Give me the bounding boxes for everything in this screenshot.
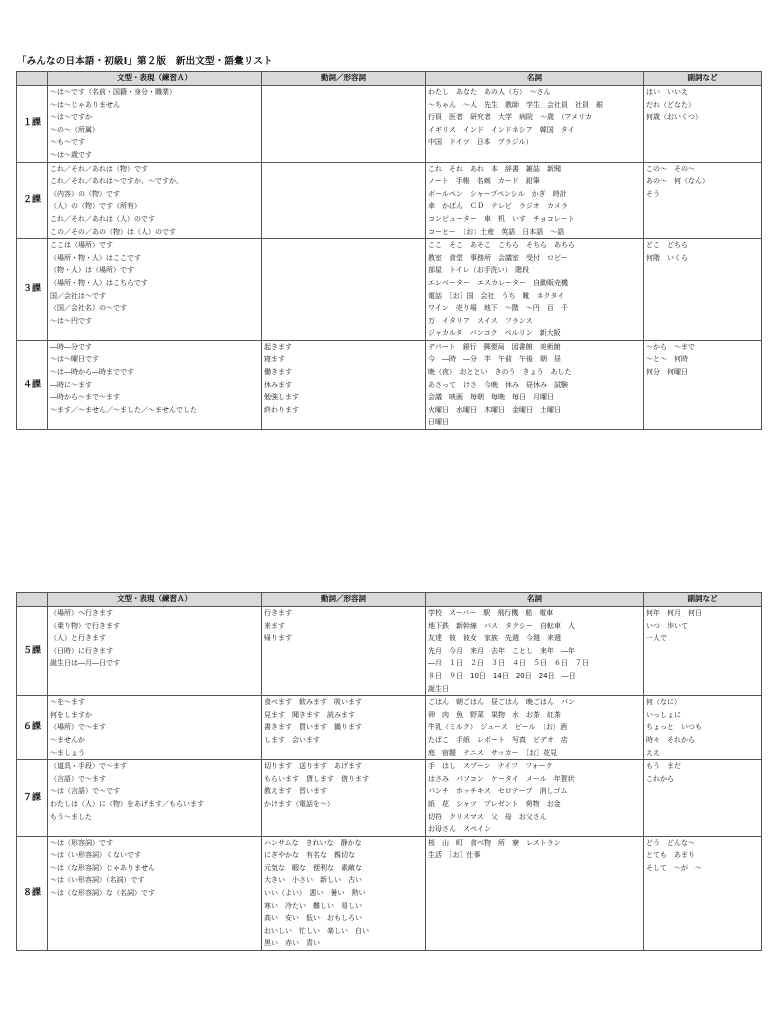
lesson-label: １課 bbox=[17, 86, 48, 163]
header-patterns: 文型・表現（練習Ａ） bbox=[48, 72, 262, 86]
cell-line: 国／会社は～です bbox=[50, 291, 106, 300]
table-row bbox=[17, 340, 762, 429]
header-nouns: 名詞 bbox=[426, 593, 644, 607]
cell-line: ～ちゃん ～人 先生 教師 学生 会社員 社員 銀 bbox=[428, 100, 603, 109]
cell-line: この～ その～ bbox=[646, 164, 695, 173]
header-nouns: 名詞 bbox=[426, 72, 644, 86]
cell-line: 食べます 飲みます 吸います bbox=[264, 698, 362, 707]
page-title: 「みんなの日本語・初級Ⅰ」第２版 新出文型・語彙リスト bbox=[17, 56, 273, 67]
cell-line: （道具・手段）で～ます bbox=[50, 762, 127, 771]
cell-line: コーヒー 〔お〕土産 英語 日本語 ～語 bbox=[428, 227, 565, 236]
cell-line: 何をしますか bbox=[50, 710, 92, 719]
cell-line: 書きます 買います 撮ります bbox=[264, 723, 362, 732]
patterns-cell bbox=[48, 696, 262, 760]
cell-line: 手 はし スプーン ナイフ フォーク bbox=[428, 762, 553, 771]
cell-line: 何年 何月 何日 bbox=[646, 609, 702, 617]
header-patterns: 文型・表現（練習Ａ） bbox=[48, 593, 262, 607]
cell-line: 切ります 送ります あげます bbox=[264, 762, 362, 771]
adverbs-cell bbox=[644, 696, 762, 760]
cell-line: 部屋 トイレ（お手洗い） 階段 bbox=[428, 266, 530, 275]
cell-line: 一人で bbox=[646, 634, 667, 643]
table-row bbox=[17, 836, 762, 950]
cell-line: これ それ あれ 本 辞書 雑誌 新聞 bbox=[428, 164, 561, 173]
cell-line: ～は―時から―時までです bbox=[50, 368, 134, 377]
cell-line: ～は（な形容詞）じゃありません bbox=[50, 863, 155, 872]
table-row bbox=[17, 760, 762, 837]
adverbs-cell bbox=[644, 340, 762, 429]
cell-line: 先月 今月 来月 去年 ことし 来年 ―年 bbox=[428, 646, 575, 655]
cell-line: ８日 ９日 10日 14日 20日 24日 ―日 bbox=[428, 671, 576, 680]
table-header-row bbox=[17, 593, 762, 607]
cell-line: もう まだ bbox=[646, 762, 681, 771]
patterns-cell bbox=[48, 760, 262, 837]
cell-line: 桜 山 町 食べ物 所 寮 レストラン bbox=[428, 838, 561, 847]
cell-line: ボールペン シャープペンシル かぎ 時計 bbox=[428, 189, 567, 198]
cell-line: ～ませんか bbox=[50, 735, 85, 744]
cell-line: 終わります bbox=[264, 405, 299, 414]
cell-line: ～も～です bbox=[50, 138, 85, 147]
cell-line: します 会います bbox=[264, 735, 320, 744]
cell-line: もう～ました bbox=[50, 812, 92, 821]
vocab-table-lessons-5-8 bbox=[16, 592, 762, 951]
adverbs-cell bbox=[644, 836, 762, 950]
cell-line: （場所・物・人）はこちらです bbox=[50, 278, 148, 287]
cell-line: 教えます 習います bbox=[264, 787, 327, 796]
verbs-cell bbox=[262, 760, 426, 837]
cell-line: （人）の（物）です（所有） bbox=[50, 202, 141, 211]
cell-line: 何階 いくら bbox=[646, 253, 688, 262]
cell-line: これ／それ／あれは（人）のです bbox=[50, 214, 155, 223]
cell-line: ～は～曜日です bbox=[50, 355, 99, 364]
cell-line: ―時に～ます bbox=[50, 380, 92, 389]
cell-line: （物・人）は（場所）です bbox=[50, 266, 134, 275]
cell-line: ～は（い形容詞）くないです bbox=[50, 851, 141, 860]
cell-line: 牛乳（ミルク） ジュース ビール 〔お〕酒 bbox=[428, 723, 567, 732]
cell-line: ～は（形容詞）です bbox=[50, 838, 113, 847]
cell-line: これ／それ／あれは～ですか、～ですか。 bbox=[50, 177, 183, 186]
adverbs-cell bbox=[644, 86, 762, 163]
cell-line: そう bbox=[646, 189, 660, 198]
lesson-label: ６課 bbox=[17, 696, 48, 760]
patterns-cell bbox=[48, 836, 262, 950]
nouns-cell bbox=[426, 760, 644, 837]
cell-line: （人）と行きます bbox=[50, 634, 106, 643]
header-lesson bbox=[17, 72, 48, 86]
adverbs-cell bbox=[644, 239, 762, 341]
table-row bbox=[17, 607, 762, 696]
patterns-cell bbox=[48, 607, 262, 696]
cell-line: 起きます bbox=[264, 342, 292, 351]
cell-line: イギリス インド インドネシア 韓国 タイ bbox=[428, 125, 575, 134]
cell-line: ～の～（所属） bbox=[50, 125, 99, 134]
cell-line: 日曜日 bbox=[428, 418, 449, 427]
cell-line: ノート 手帳 名刺 カード 鉛筆 bbox=[428, 177, 540, 186]
cell-line: そして ～が ～ bbox=[646, 863, 702, 872]
patterns-cell bbox=[48, 162, 262, 239]
cell-line: 晩（夜） おととい きのう きょう あした bbox=[428, 368, 572, 377]
cell-line: 誕生日は―月―日です bbox=[50, 659, 120, 668]
cell-line: いつ 歩いて bbox=[646, 621, 688, 630]
cell-line: いい（よい） 悪い 暑い 熱い bbox=[264, 889, 366, 898]
cell-line: コンピューター 車 机 いす チョコレート bbox=[428, 214, 575, 223]
cell-line: （乗り物）で行きます bbox=[50, 621, 120, 630]
cell-line: （場所・物・人）はここです bbox=[50, 253, 141, 262]
cell-line: 黒い 赤い 青い bbox=[264, 939, 320, 948]
cell-line: ～と～ 何時 bbox=[646, 355, 688, 364]
verbs-cell bbox=[262, 340, 426, 429]
nouns-cell bbox=[426, 607, 644, 696]
cell-line: ―月 １日 ２日 ３日 ４日 ５日 ６日 ７日 bbox=[428, 659, 589, 668]
cell-line: いっしょに bbox=[646, 710, 681, 719]
cell-line: ―時から～まで～ます bbox=[50, 393, 120, 402]
cell-line: 何分 何曜日 bbox=[646, 368, 688, 377]
table-header-row bbox=[17, 72, 762, 86]
cell-line: （言語）で～ます bbox=[50, 774, 106, 783]
cell-line: ワイン 売り場 地下 ～階 ～円 百 千 bbox=[428, 304, 568, 313]
cell-line: 紙 花 シャツ プレゼント 荷物 お金 bbox=[428, 799, 561, 808]
cell-line: おいしい 忙しい 楽しい 白い bbox=[264, 926, 369, 935]
cell-line: ～は（な形容詞）な（名詞）です bbox=[50, 889, 155, 898]
cell-line: これ／それ／あれは（物）です bbox=[50, 164, 148, 173]
adverbs-cell bbox=[644, 760, 762, 837]
cell-line: 勉強します bbox=[264, 393, 299, 402]
verbs-cell bbox=[262, 162, 426, 239]
nouns-cell bbox=[426, 836, 644, 950]
cell-line: 何歳（おいくつ） bbox=[646, 113, 702, 122]
adverbs-cell bbox=[644, 162, 762, 239]
verbs-cell bbox=[262, 607, 426, 696]
cell-line: 行員 医者 研究者 大学 病院 ～歳 （アメリカ bbox=[428, 113, 593, 122]
cell-line: もらいます 貸します 借ります bbox=[264, 774, 369, 783]
verbs-cell bbox=[262, 86, 426, 163]
cell-line: だれ（どなた） bbox=[646, 100, 695, 109]
lesson-label: ４課 bbox=[17, 340, 48, 429]
cell-line: パンチ ホッチキス セロテープ 消しゴム bbox=[428, 787, 568, 796]
cell-line: 電話 ［お］国 会社 うち 靴 ネクタイ bbox=[428, 291, 565, 300]
cell-line: エレベーター エスカレーター 自動販売機 bbox=[428, 278, 568, 287]
cell-line: お母さん スペイン bbox=[428, 825, 491, 834]
table-row bbox=[17, 696, 762, 760]
cell-line: 何（なに） bbox=[646, 698, 681, 707]
cell-line: 会議 映画 毎朝 毎晩 毎日 月曜日 bbox=[428, 393, 554, 402]
cell-line: 寒い 冷たい 難しい 易しい bbox=[264, 901, 362, 910]
nouns-cell bbox=[426, 696, 644, 760]
cell-line: （場所）へ行きます bbox=[50, 609, 113, 617]
cell-line: ～は～円です bbox=[50, 316, 92, 325]
cell-line: どこ どちら bbox=[646, 241, 688, 250]
cell-line: 行きます bbox=[264, 609, 292, 617]
cell-line: 時々 それから bbox=[646, 735, 695, 744]
header-adverbs: 副詞など bbox=[644, 72, 762, 86]
adverbs-cell bbox=[644, 607, 762, 696]
cell-line: 火曜日 水曜日 木曜日 金曜日 土曜日 bbox=[428, 405, 561, 414]
cell-line: 切符 クリスマス 父 母 お父さん bbox=[428, 812, 547, 821]
cell-line: 元気な 暇な 便利な 素敵な bbox=[264, 863, 362, 872]
cell-line: この／その／あの（物）は（人）のです bbox=[50, 227, 176, 236]
cell-line: 地下鉄 新幹線 バス タクシー 自転車 人 bbox=[428, 621, 575, 630]
cell-line: ～は～歳です bbox=[50, 150, 92, 159]
cell-line: 来ます bbox=[264, 621, 285, 630]
cell-line: 万 イタリア スイス フランス bbox=[428, 316, 533, 325]
lesson-label: ３課 bbox=[17, 239, 48, 341]
cell-line: 中国 ドイツ 日本 ブラジル） bbox=[428, 138, 533, 147]
cell-line: 働きます bbox=[264, 368, 292, 377]
verbs-cell bbox=[262, 696, 426, 760]
cell-line: 庭 宿題 テニス サッカー ［お］花見 bbox=[428, 748, 558, 757]
cell-line: ジャカルタ バンコク ベルリン 新大阪 bbox=[428, 329, 561, 338]
cell-line: 学校 スーパー 駅 飛行機 船 電車 bbox=[428, 609, 554, 617]
cell-line: ～は（い形容詞）（名詞）です bbox=[50, 876, 145, 885]
verbs-cell bbox=[262, 836, 426, 950]
cell-line: ～は～ですか bbox=[50, 113, 92, 122]
nouns-cell bbox=[426, 86, 644, 163]
cell-line: ええ bbox=[646, 748, 660, 757]
cell-line: 傘 かばん ＣＤ テレビ ラジオ カメラ bbox=[428, 202, 568, 211]
cell-line: ―時―分です bbox=[50, 342, 92, 351]
cell-line: 卵 肉 魚 野菜 果物 水 お茶 紅茶 bbox=[428, 710, 561, 719]
cell-line: たばこ 手紙 レポート 写真 ビデオ 店 bbox=[428, 735, 568, 744]
verbs-cell bbox=[262, 239, 426, 341]
cell-line: ちょっと いつも bbox=[646, 723, 702, 732]
cell-line: 友達 彼 彼女 家族 先週 今週 来週 bbox=[428, 634, 561, 643]
lesson-label: ２課 bbox=[17, 162, 48, 239]
cell-line: ごはん 朝ごはん 昼ごはん 晩ごはん パン bbox=[428, 698, 575, 707]
cell-line: ～から ～まで bbox=[646, 342, 695, 351]
cell-line: 誕生日 bbox=[428, 684, 449, 693]
cell-line: （場所）で～ます bbox=[50, 723, 106, 732]
cell-line: とても あまり bbox=[646, 851, 695, 860]
nouns-cell bbox=[426, 162, 644, 239]
nouns-cell bbox=[426, 239, 644, 341]
cell-line: はい いいえ bbox=[646, 88, 688, 96]
cell-line: 大きい 小さい 新しい 古い bbox=[264, 876, 362, 885]
cell-line: ここ そこ あそこ こちら そちら あちら bbox=[428, 241, 575, 250]
patterns-cell bbox=[48, 86, 262, 163]
header-adverbs: 副詞など bbox=[644, 593, 762, 607]
table-row bbox=[17, 162, 762, 239]
cell-line: あさって けさ 今晩 休み 昼休み 試験 bbox=[428, 380, 568, 389]
cell-line: わたし あなた あの人（方） ～さん bbox=[428, 88, 551, 96]
table-row bbox=[17, 239, 762, 341]
header-verbs: 動詞／形容詞 bbox=[262, 72, 426, 86]
cell-line: にぎやかな 有名な 親切な bbox=[264, 851, 355, 860]
cell-line: 高い 安い 低い おもしろい bbox=[264, 914, 362, 923]
cell-line: あの～ 何（なん） bbox=[646, 177, 709, 186]
cell-line: 休みます bbox=[264, 380, 292, 389]
cell-line: （日時）に行きます bbox=[50, 646, 113, 655]
cell-line: はさみ パソコン ケータイ メール 年賀状 bbox=[428, 774, 575, 783]
cell-line: ～は～じゃありません bbox=[50, 100, 120, 109]
cell-line: ～は～です（名前・国籍・身分・職業） bbox=[50, 88, 176, 96]
vocab-table-lessons-1-4 bbox=[16, 71, 762, 430]
cell-line: 生活 ［お］仕事 bbox=[428, 851, 481, 860]
cell-line: ～を～ます bbox=[50, 698, 85, 707]
lesson-label: ８課 bbox=[17, 836, 48, 950]
cell-line: 帰ります bbox=[264, 634, 292, 643]
cell-line: デパート 銀行 郵便局 図書館 美術館 bbox=[428, 342, 561, 351]
lesson-label: ７課 bbox=[17, 760, 48, 837]
cell-line: わたしは（人）に（物）をあげます／もらいます bbox=[50, 799, 204, 808]
cell-line: ～は（言語）で～です bbox=[50, 787, 120, 796]
patterns-cell bbox=[48, 340, 262, 429]
cell-line: ～ましょう bbox=[50, 748, 85, 757]
header-lesson bbox=[17, 593, 48, 607]
header-verbs: 動詞／形容詞 bbox=[262, 593, 426, 607]
cell-line: ～ます／～ません／～ました／～ませんでした bbox=[50, 405, 197, 414]
cell-line: 寝ます bbox=[264, 355, 285, 364]
table-row bbox=[17, 86, 762, 163]
nouns-cell bbox=[426, 340, 644, 429]
cell-line: （内容）の（物）です bbox=[50, 189, 120, 198]
cell-line: かけます（電話を～） bbox=[264, 799, 334, 808]
cell-line: 教室 食堂 事務所 会議室 受付 ロビー bbox=[428, 253, 568, 262]
cell-line: 見ます 聞きます 読みます bbox=[264, 710, 355, 719]
cell-line: （国／会社名）の～です bbox=[50, 304, 127, 313]
patterns-cell bbox=[48, 239, 262, 341]
cell-line: ハンサムな きれいな 静かな bbox=[264, 838, 362, 847]
cell-line: どう どんな～ bbox=[646, 838, 695, 847]
cell-line: ここは（場所）です bbox=[50, 241, 113, 250]
lesson-label: ５課 bbox=[17, 607, 48, 696]
cell-line: これから bbox=[646, 774, 674, 783]
cell-line: 今 ―時 ―分 半 午前 午後 朝 昼 bbox=[428, 355, 561, 364]
